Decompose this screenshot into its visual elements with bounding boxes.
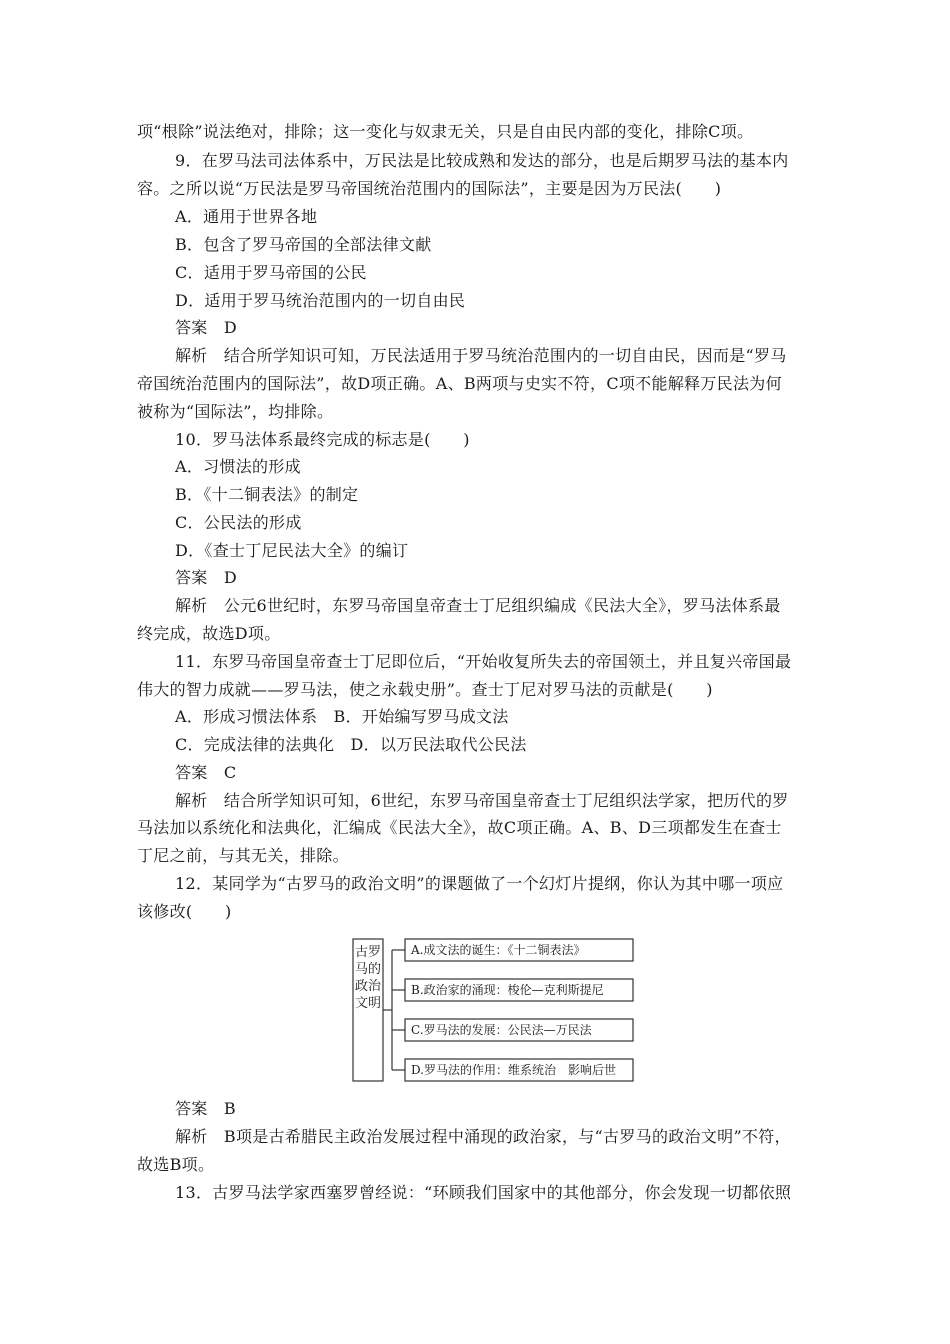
outline-diagram: [352, 938, 642, 1083]
text-line: 容。之所以说“万民法是罗马帝国统治范围内的国际法”，主要是因为万民法( ): [137, 179, 722, 198]
analysis-line: 解析 结合所学知识可知，万民法适用于罗马统治范围内的一切自由民，因而是“罗马: [175, 346, 787, 365]
analysis-line: 解析 B项是古希腊民主政治发展过程中涌现的政治家，与“古罗马的政治文明”不符，: [175, 1127, 791, 1146]
answer-line: 答案 D: [175, 568, 238, 587]
option-line: B．《十二铜表法》的制定: [175, 485, 359, 504]
option-line: A．习惯法的形成: [175, 457, 301, 476]
question-11-line: 11．东罗马帝国皇帝查士丁尼即位后，“开始收复所失去的帝国领土，并且复兴帝国最: [175, 652, 792, 671]
text-line: 马法加以系统化和法典化，汇编成《民法大全》，故C项正确。A、B、D三项都发生在查士: [137, 818, 782, 837]
question-9-line: 9．在罗马法司法体系中，万民法是比较成熟和发达的部分，也是后期罗马法的基本内: [175, 151, 789, 170]
diagram-item-c: C.罗马法的发展：公民法—万民法: [411, 1023, 592, 1037]
question-12-line: 12．某同学为“古罗马的政治文明”的课题做了一个幻灯片提纲，你认为其中哪一项应: [175, 874, 784, 893]
answer-line: 答案 B: [175, 1099, 236, 1118]
option-line: B．包含了罗马帝国的全部法律文献: [175, 235, 432, 254]
text-line: 帝国统治范围内的国际法”，故D项正确。A、B两项与史实不符，C项不能解释万民法为何: [137, 374, 782, 393]
analysis-line: 解析 公元6世纪时，东罗马帝国皇帝查士丁尼组织编成《民法大全》，罗马法体系最: [175, 596, 781, 615]
question-10-line: 10．罗马法体系最终完成的标志是( ): [175, 430, 470, 449]
option-line: A．形成习惯法体系 B．开始编写罗马成文法: [175, 707, 509, 726]
text-line: 被称为“国际法”，均排除。: [137, 402, 334, 421]
option-line: C．适用于罗马帝国的公民: [175, 263, 367, 282]
question-13-line: 13．古罗马法学家西塞罗曾经说：“环顾我们国家中的其他部分，你会发现一切都依照: [175, 1183, 792, 1202]
answer-line: 答案 C: [175, 763, 237, 782]
diagram-title: 古罗马的政治文明: [355, 945, 382, 1011]
diagram-item-b: B.政治家的涌现：梭伦—克利斯提尼: [411, 983, 604, 997]
analysis-line: 解析 结合所学知识可知，6世纪，东罗马帝国皇帝查士丁尼组织法学家，把历代的罗: [175, 791, 789, 810]
option-line: D．适用于罗马统治范围内的一切自由民: [175, 291, 466, 310]
text-line: 伟大的智力成就——罗马法，使之永载史册”。查士丁尼对罗马法的贡献是( ): [137, 680, 713, 699]
text-line: 该修改( ): [137, 902, 232, 921]
diagram-item-a: A.成文法的诞生：《十二铜表法》: [411, 943, 586, 957]
text-line: 项“根除”说法绝对，排除；这一变化与奴隶无关，只是自由民内部的变化，排除C项。: [137, 122, 754, 141]
option-line: C．完成法律的法典化 D．以万民法取代公民法: [175, 735, 527, 754]
answer-line: 答案 D: [175, 318, 238, 337]
diagram-item-d: D.罗马法的作用：维系统治 影响后世: [411, 1063, 617, 1077]
text-line: 终完成，故选D项。: [137, 624, 281, 643]
option-line: A．通用于世界各地: [175, 207, 318, 226]
text-line: 故选B项。: [137, 1155, 215, 1174]
text-line: 丁尼之前，与其无关，排除。: [137, 846, 349, 865]
option-line: C．公民法的形成: [175, 513, 302, 532]
option-line: D．《查士丁尼民法大全》的编订: [175, 541, 409, 560]
